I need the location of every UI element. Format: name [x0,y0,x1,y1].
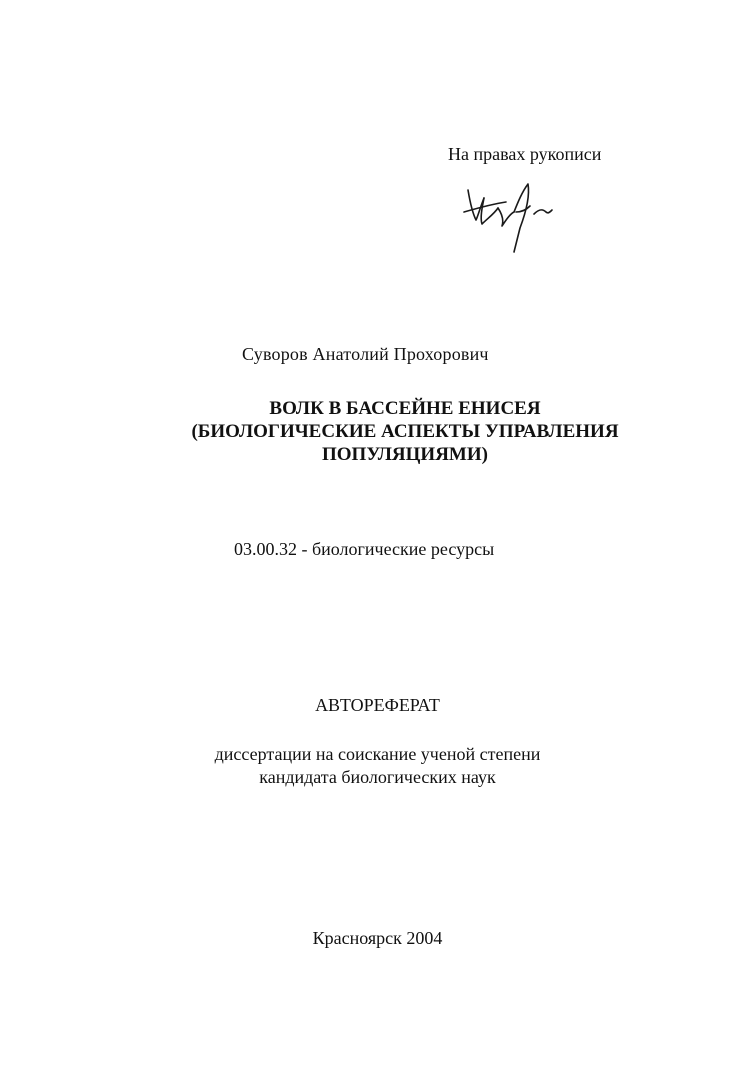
handwritten-signature [458,168,558,258]
title-line-2: (БИОЛОГИЧЕСКИЕ АСПЕКТЫ УПРАВЛЕНИЯ [191,421,619,442]
title-line-1: ВОЛК В БАССЕЙНЕ ЕНИСЕЯ [269,398,541,419]
author-name: Суворов Анатолий Прохорович [242,344,489,364]
dissertation-line-2: кандидата биологических наук [259,767,496,787]
document-type-heading: АВТОРЕФЕРАТ [315,695,440,715]
title-line-3: ПОПУЛЯЦИЯМИ) [322,444,488,465]
city-and-year: Красноярск 2004 [312,928,443,948]
specialty-code: 03.00.32 - биологические ресурсы [234,539,495,559]
manuscript-rights-note: На правах рукописи [448,144,602,164]
dissertation-title [140,397,670,466]
dissertation-line-1: диссертации на соискание ученой степени [214,744,541,764]
dissertation-description [0,743,755,789]
